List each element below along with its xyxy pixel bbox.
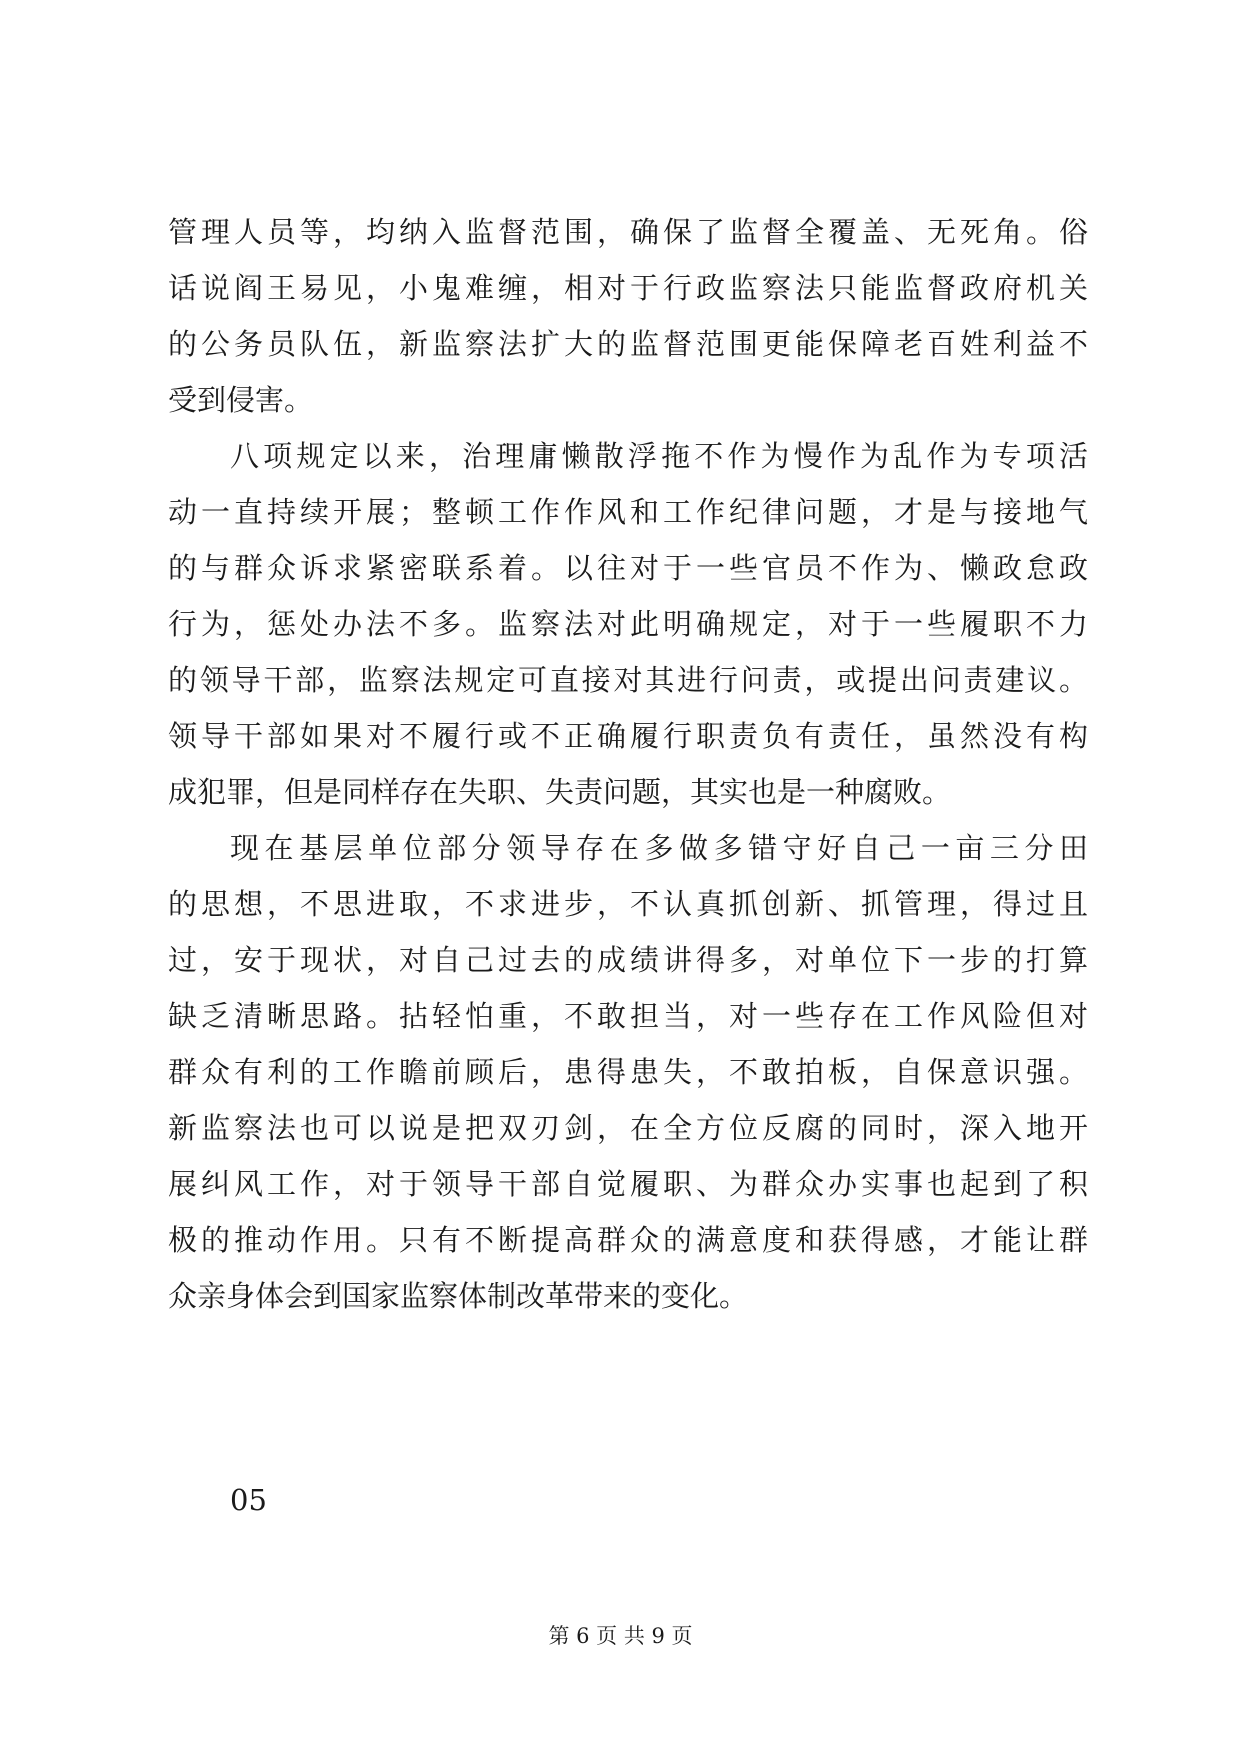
text-line: 动一直持续开展；整顿工作作风和工作纪律问题，才是与接地气	[168, 495, 1088, 529]
text-line: 管理人员等，均纳入监督范围，确保了监督全覆盖、无死角。俗	[168, 215, 1088, 249]
text-line: 的思想，不思进取，不求进步，不认真抓创新、抓管理，得过且	[168, 887, 1088, 921]
text-line: 极的推动作用。只有不断提高群众的满意度和获得感，才能让群	[168, 1223, 1088, 1257]
text-line: 领导干部如果对不履行或不正确履行职责负有责任，虽然没有构	[168, 719, 1088, 753]
text-line: 新监察法也可以说是把双刃剑，在全方位反腐的同时，深入地开	[168, 1111, 1088, 1145]
section-number: 05	[230, 1483, 267, 1517]
text-line: 过，安于现状，对自己过去的成绩讲得多，对单位下一步的打算	[168, 943, 1088, 977]
text-line: 行为，惩处办法不多。监察法对此明确规定，对于一些履职不力	[168, 607, 1088, 641]
text-line: 成犯罪，但是同样存在失职、失责问题，其实也是一种腐败。	[168, 775, 952, 809]
text-line: 缺乏清晰思路。拈轻怕重，不敢担当，对一些存在工作风险但对	[168, 999, 1088, 1033]
text-line: 展纠风工作，对于领导干部自觉履职、为群众办实事也起到了积	[168, 1167, 1088, 1201]
text-line: 受到侵害。	[168, 383, 314, 417]
text-line: 八项规定以来，治理庸懒散浮拖不作为慢作为乱作为专项活	[230, 439, 1088, 473]
text-line: 群众有利的工作瞻前顾后，患得患失，不敢拍板，自保意识强。	[168, 1055, 1088, 1089]
text-line: 的公务员队伍，新监察法扩大的监督范围更能保障老百姓利益不	[168, 327, 1088, 361]
text-line: 众亲身体会到国家监察体制改革带来的变化。	[168, 1279, 749, 1313]
page-footer: 第 6 页 共 9 页	[548, 1624, 693, 1648]
text-line: 的领导干部，监察法规定可直接对其进行问责，或提出问责建议。	[168, 663, 1088, 697]
text-line: 现在基层单位部分领导存在多做多错守好自己一亩三分田	[230, 831, 1088, 865]
text-line: 话说阎王易见，小鬼难缠，相对于行政监察法只能监督政府机关	[168, 271, 1088, 305]
text-line: 的与群众诉求紧密联系着。以往对于一些官员不作为、懒政怠政	[168, 551, 1088, 585]
